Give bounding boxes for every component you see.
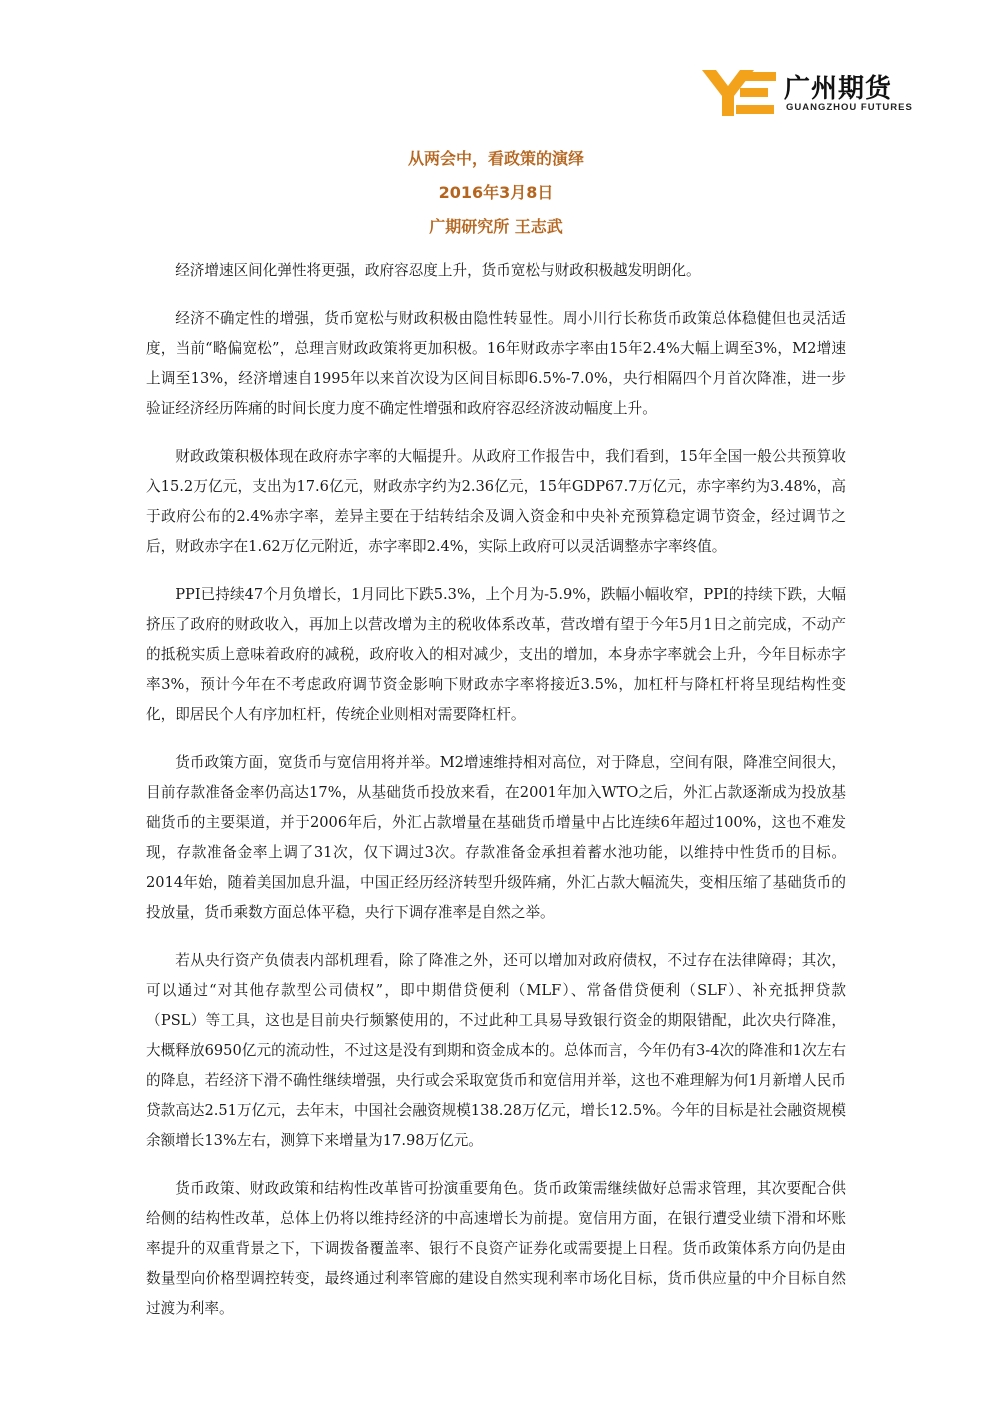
paragraph: 财政政策积极体现在政府赤字率的大幅提升。从政府工作报告中，我们看到，15年全国一般公共预算收入15.2万亿元，支出为17.6亿元，财政赤字约为2.36亿元，15年GDP67.7万亿元，赤字率约为3.48%，高于政府公布的2.4%赤字率，差异主要在于结转结余及调入资金和中央补充预算稳定调节资金，经过调节之后，财政赤字在1.62万亿元附近，赤字率即2.4%，实际上政府可以灵活调整赤字率终值。 — [146, 448, 846, 555]
paragraph: 货币政策方面，宽货币与宽信用将并举。M2增速维持相对高位，对于降息，空间有限，降准空间很大，目前存款准备金率仍高达17%，从基础货币投放来看，在2001年加入WTO之后，外汇占款逐渐成为投放基础货币的主要渠道，并于2006年后，外汇占款增量在基础货币增量中占比连续6年超过100%，这也不难发现，存款准备金率上调了31次，仅下调过3次。存款准备金承担着蓄水池功能，以维持中性货币的目标。2014年始，随着美国加息升温，中国正经历经济转型升级阵痛，外汇占款大幅流失，变相压缩了基础货币的投放量，货币乘数方面总体平稳，央行下调存准率是自然之举。 — [146, 754, 846, 921]
article-title: 从两会中，看政策的演绎 — [407, 149, 584, 168]
paragraph: PPI已持续47个月负增长，1月同比下跌5.3%，上个月为-5.9%，跌幅小幅收窄，PPI的持续下跌，大幅挤压了政府的财政收入，再加上以营改增为主的税收体系改革，营改增有望于今年5月1日之前完成，不动产的抵税实质上意味着政府的减税，政府收入的相对减少，支出的增加，本身赤字率就会上升，今年目标赤字率3%，预计今年在不考虑政府调节资金影响下财政赤字率将接近3.5%，加杠杆与降杠杆将呈现结构性变化，即居民个人有序加杠杆，传统企业则相对需要降杠杆。 — [146, 586, 846, 723]
paragraph: 货币政策、财政政策和结构性改革皆可扮演重要角色。货币政策需继续做好总需求管理，其次要配合供给侧的结构性改革，总体上仍将以维持经济的中高速增长为前提。宽信用方面，在银行遭受业绩下滑和坏账率提升的双重背景之下，下调拨备覆盖率、银行不良资产证券化或需要提上日程。货币政策体系方向仍是由数量型向价格型调控转变，最终通过利率管廊的建设自然实现利率市场化目标，货币供应量的中介目标自然过渡为利率。 — [146, 1180, 846, 1317]
article-body — [146, 256, 846, 1342]
article-date: 2016年3月8日 — [438, 183, 554, 202]
title-block — [0, 142, 992, 244]
paragraph: 若从央行资产负债表内部机理看，除了降准之外，还可以增加对政府债权，不过存在法律障碍；其次，可以通过“对其他存款型公司债权”，即中期借贷便利（MLF）、常备借贷便利（SLF）、补充抵押贷款（PSL）等工具，这也是目前央行频繁使用的，不过此种工具易导致银行资金的期限错配，此次央行降准，大概释放6950亿元的流动性，不过这是没有到期和资金成本的。总体而言，今年仍有3-4次的降准和1次左右的降息，若经济下滑不确性继续增强，央行或会采取宽货币和宽信用并举，这也不难理解为何1月新增人民币贷款高达2.51万亿元，去年末，中国社会融资规模138.28万亿元，增长12.5%。今年的目标是社会融资规模余额增长13%左右，测算下来增量为17.98万亿元。 — [146, 952, 846, 1149]
article-author: 广期研究所 王志武 — [429, 217, 563, 236]
paragraph: 经济不确定性的增强，货币宽松与财政积极由隐性转显性。周小川行长称货币政策总体稳健但也灵活适度，当前“略偏宽松”，总理言财政政策将更加积极。16年财政赤字率由15年2.4%大幅上调至3%，M2增速上调至13%，经济增速自1995年以来首次设为区间目标即6.5%-7.0%，央行相隔四个月首次降准，进一步验证经济经历阵痛的时间长度力度不确定性增强和政府容忍经济波动幅度上升。 — [146, 310, 846, 417]
company-name-cn: 广州期货 — [784, 74, 893, 104]
yellow-ye-logo-icon — [700, 66, 778, 118]
brand-header — [700, 66, 940, 122]
company-name-en: GUANGZHOU FUTURES — [786, 102, 913, 113]
paragraph-summary: 经济增速区间化弹性将更强，政府容忍度上升，货币宽松与财政积极越发明朗化。 — [175, 262, 701, 279]
